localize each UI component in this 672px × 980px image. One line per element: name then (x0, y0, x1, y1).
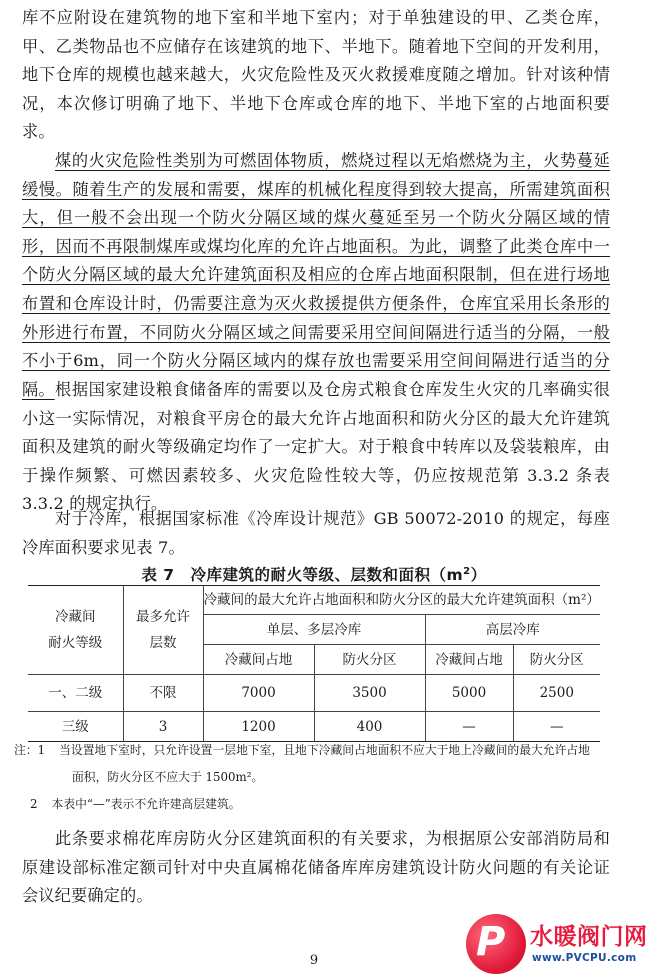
paragraph-grain-storage: 根据国家建设粮食储备库的需要以及仓房式粮食仓库发生火灾的几率确实很小这一实际情况，对粮食平房仓的最大允许占地面积和防火分区的最大允许建筑面积及建筑的耐火等级确定均作了一定扩大。对于粮食中转库以及袋装粮库，由于操作频繁、可燃因素较多、火灾危险性较大等，仍应按规范第 3.3.2 条表 3.3.2 的规定执行。 (22, 380, 610, 514)
cell-high-zone: — (513, 712, 600, 742)
cell-high-area: — (425, 712, 513, 742)
cold-storage-table (28, 585, 600, 742)
table-row (28, 675, 600, 712)
cell-floors: 不限 (123, 675, 203, 712)
cell-single-area: 7000 (203, 675, 314, 712)
cell-high-zone: 2500 (513, 675, 600, 712)
table-caption: 表 7 冷库建筑的耐火等级、层数和面积$(m^2)$ (141, 565, 487, 584)
watermark-url: www.PVCPU.com (532, 952, 637, 964)
paragraph-cold-storage: 对于冷库，根据国家标准《冷库设计规范》GB 50072-2010 的规定，每座冷库面积要求见表 7。 (22, 509, 610, 557)
paragraph-underground-warehouse: 库不应附设在建筑物的地下室和半地下室内；对于单独建设的甲、乙类仓库，甲、乙类物品也不应储存在该建筑的地下、半地下。随着地下空间的开发利用，地下仓库的规模也越来越大，火灾危险性及灭火救援难度随之增加。针对该种情况，本次修订明确了地下、半地下仓库或仓库的地下、半地下室的占地面积要求。 (22, 8, 610, 142)
watermark-site-name: 水暖阀门网 (530, 924, 648, 950)
cell-single-zone: 400 (314, 712, 425, 742)
cell-floors: 3 (123, 712, 203, 742)
page-number: 9 (309, 953, 319, 968)
cell-single-area: 1200 (203, 712, 314, 742)
header-fire-zone: 防火分区 (314, 645, 425, 675)
underlined-text: 煤的火灾危险性类别为可燃固体物质，燃烧过程以无焰燃烧为主，火势蔓延缓慢。随着生产的发展和需要，煤库的机械化程度得到较大提高，所需建筑面积大，但一般不会出现一个防火分隔区域的煤火蔓延至另一个防火分隔区域的情形，因而不再限制煤库或煤均化库的允许占地面积。为此，调整了此类仓库中一个防火分隔区域的最大允许建筑面积及相应的仓库占地面积限制，但在进行场地布置和仓库设计时，仍需要注意为灭火救援提供方便条件，仓库宜采用长条形的外形进行布置，不同防火分隔区域之间需要采用空间间隔进行适当的分隔，一般不小于6m，同一个防火分隔区域内的煤存放也需要采用空间间隔进行适当的分隔。 (22, 151, 610, 399)
header-cold-area: 冷藏间占地 (425, 645, 513, 675)
header-fire-zone: 防火分区 (513, 645, 600, 675)
table-note-1: 注：1 当设置地下室时，只允许设置一层地下室，且地下冷藏间占地面积不应大于地上冷藏间的最大允许占地 (14, 743, 590, 757)
cell-single-zone: 3500 (314, 675, 425, 712)
table-note-2: 2 本表中“—”表示不允许建高层建筑。 (30, 797, 241, 811)
table-row (28, 712, 600, 742)
cell-high-area: 5000 (425, 675, 513, 712)
paragraph-coal-storage (22, 147, 610, 404)
table-note-1-continued: 面积，防火分区不应大于 1500m²。 (72, 770, 264, 784)
header-max-area: 冷藏间的最大允许占地面积和防火分区的最大允许建筑面积（m²） (203, 586, 600, 615)
watermark (466, 912, 648, 980)
paragraph-cotton-storage: 此条要求棉花库房防火分区建筑面积的有关要求，为根据原公安部消防局和原建设部标准定额司针对中央直属棉花储备库库房建筑设计防火问题的有关论证会议纪要确定的。 (22, 829, 610, 906)
cell-grade: 一、二级 (28, 675, 123, 712)
header-fire-grade: 冷藏间 耐火等级 (28, 586, 123, 675)
header-max-floors: 最多允许 层数 (123, 586, 203, 675)
cell-grade: 三级 (28, 712, 123, 742)
brand-logo-icon: P (466, 914, 526, 974)
header-high-rise: 高层冷库 (425, 615, 600, 645)
header-cold-area: 冷藏间占地 (203, 645, 314, 675)
header-single-multi: 单层、多层冷库 (203, 615, 425, 645)
